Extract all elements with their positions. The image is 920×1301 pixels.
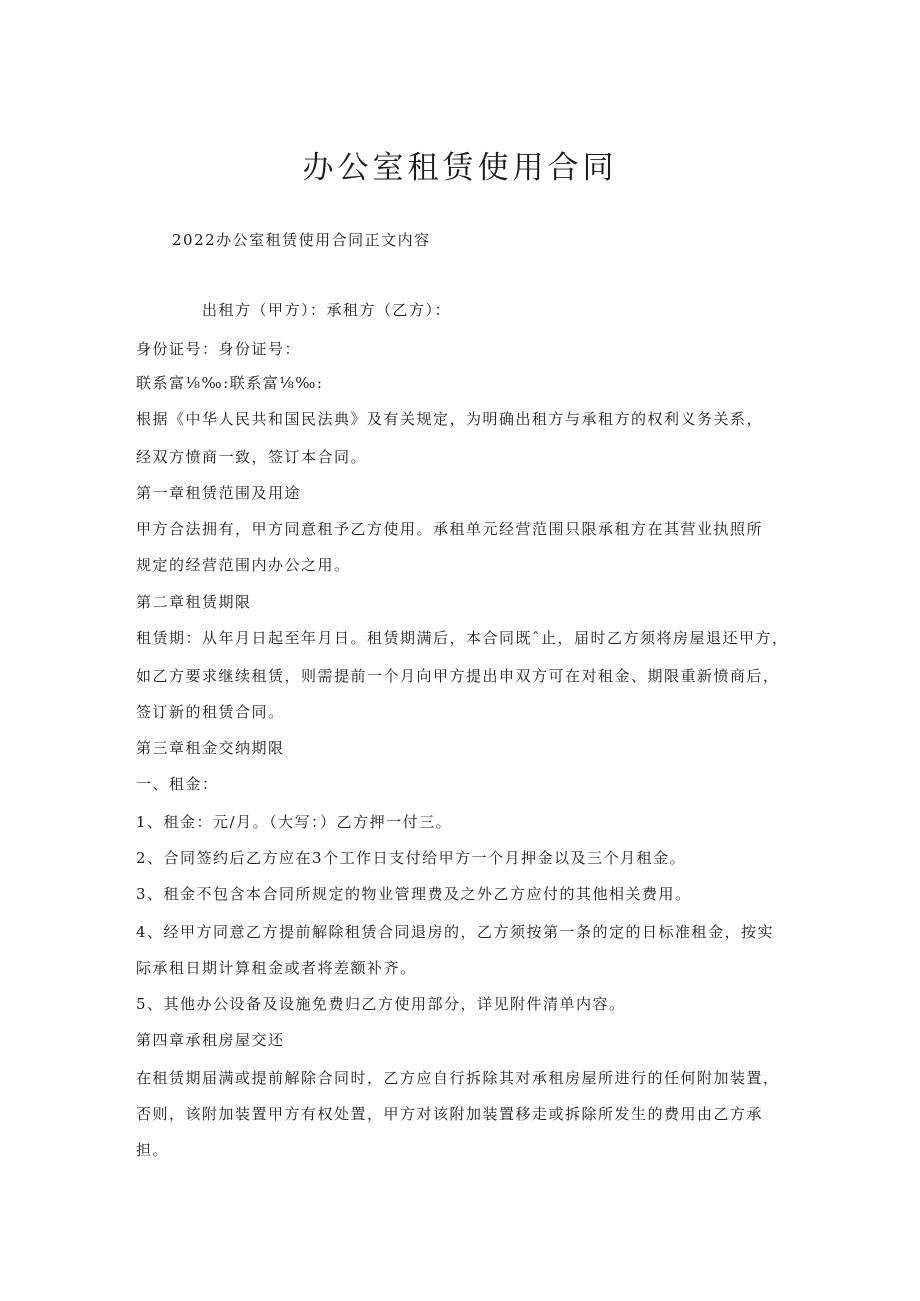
body-text-line: 规定的经营范围内办公之用。	[136, 556, 351, 574]
parties-line: 出租方（甲方）：承租方（乙方）：	[202, 301, 452, 319]
list-item: 4、经甲方同意乙方提前解除租赁合同退房的，乙方须按第一条的定的日标准租金，按实	[136, 923, 775, 941]
body-text-line: 担。	[136, 1141, 170, 1159]
chapter-heading: 第四章承租房屋交还	[136, 1031, 285, 1049]
body-text-line: 如乙方要求继续租赁，则需提前一个月向甲方提出申双方可在对租金、期限重新愤商后，	[136, 667, 780, 685]
body-text-line: 经双方愤商一致，签订本合同。	[136, 448, 368, 466]
body-text-line: 甲方合法拥有，甲方同意租予乙方使用。承租单元经营范围只限承租方在其营业执照所	[136, 520, 764, 538]
body-text-line: 在租赁期届满或提前解除合同时，乙方应自行拆除其对承租房屋所进行的任何附加装置，	[136, 1069, 780, 1087]
id-number-line: 身份证号：身份证号：	[136, 340, 302, 358]
list-item: 2、合同签约后乙方应在3个工作日支付给甲方一个月押金以及三个月租金。	[136, 849, 687, 867]
list-item: 5、其他办公设备及设施免费归乙方使用部分，详见附件清单内容。	[136, 995, 626, 1013]
chapter-heading: 第二章租赁期限	[136, 593, 252, 611]
section-heading: 一、租金：	[136, 775, 219, 793]
list-item: 3、租金不包含本合同所规定的物业管理费及之外乙方应付的其他相关费用。	[136, 885, 692, 903]
document-subtitle: 2022办公室租赁使用合同正文内容	[172, 231, 431, 249]
list-item: 1、租金：元/月。（大写：）乙方押一付三。	[136, 813, 453, 831]
body-text-line: 否则，该附加装置甲方有权处置，甲方对该附加装置移走或拆除所发生的费用由乙方承	[136, 1105, 764, 1123]
body-text-line: 签订新的租赁合同。	[136, 703, 285, 721]
list-item: 际承租日期计算租金或者将差额补齐。	[136, 959, 417, 977]
document-title: 办公室租赁使用合同	[302, 150, 618, 186]
body-text-line: 根据《中华人民共和国民法典》及有关规定，为明确出租方与承租方的权利义务关系，	[136, 410, 764, 428]
contact-line: 联系富⅛‰:联系富⅛‰:	[136, 374, 324, 392]
chapter-heading: 第三章租金交纳期限	[136, 739, 285, 757]
body-text-line: 租赁期：从年月日起至年月日。租赁期满后，本合同既ˆ止，届时乙方须将房屋退还甲方，	[136, 629, 789, 647]
chapter-heading: 第一章租赁范围及用途	[136, 484, 302, 502]
